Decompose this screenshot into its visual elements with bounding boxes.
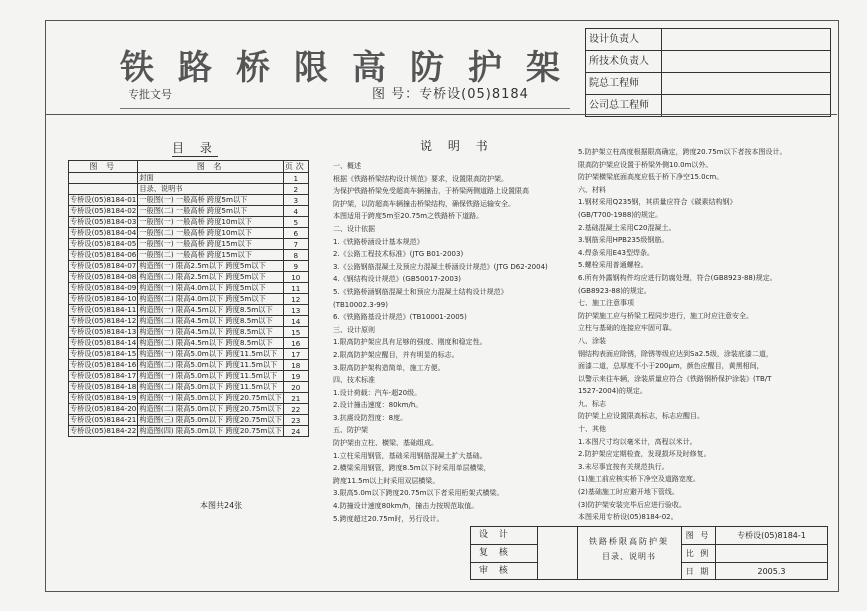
notes-line: 3.限高防护架构造简单，施工方便。 — [333, 363, 445, 372]
info-key: 图 号 — [681, 527, 716, 544]
notes-line: 九、标志 — [578, 399, 606, 408]
toc-page: 23 — [283, 415, 308, 426]
notes-line: 4.《钢结构设计规范》(GB50017-2003) — [333, 275, 461, 284]
toc-drawing-name: 构造图(二) 限高4.5m以下 跨度8.5m以下 — [138, 316, 283, 327]
notes-line: 防护架由立柱、横梁、基础组成。 — [333, 439, 438, 448]
toc-row — [69, 305, 309, 316]
signature-label: 设计负责人 — [586, 29, 662, 50]
notes-line: 七、施工注意事项 — [578, 299, 634, 308]
notes-line: 跨度11.5m以上时采用双层横梁。 — [333, 476, 440, 485]
notes-line: 四、技术标准 — [333, 376, 375, 385]
drawing-title: 铁路桥限高防护架 — [120, 48, 584, 88]
title-block-sheet: 目录、说明书 — [602, 552, 656, 561]
toc-page: 15 — [283, 327, 308, 338]
toc-drawing-name: 一般图(一) 一般高桥 跨度10m以下 — [138, 217, 283, 228]
notes-line: (TB10002.3-99) — [333, 300, 388, 309]
notes-title: 说 明 书 — [420, 139, 494, 153]
role-label: 设 计 — [471, 527, 537, 545]
toc-row — [69, 206, 309, 217]
toc-page: 11 — [283, 283, 308, 294]
toc-page: 9 — [283, 261, 308, 272]
toc-row — [69, 228, 309, 239]
toc-drawing-no: 专桥设(05)8184-01 — [70, 195, 137, 204]
toc-row — [69, 239, 309, 250]
toc-drawing-name: 构造图(一) 限高5.0m以下 跨度11.5m以下 — [138, 349, 283, 360]
toc-page: 8 — [283, 250, 308, 261]
toc-drawing-no: 专桥设(05)8184-10 — [70, 294, 137, 303]
notes-line: 防护架横梁底面高度应低于桥下净空15.0cm。 — [578, 173, 724, 182]
info-row — [681, 527, 827, 545]
toc-row — [69, 173, 309, 184]
role-label: 复 核 — [471, 545, 537, 563]
notes-line: 1.钢材采用Q235钢，其质量应符合《碳素结构钢》 — [578, 198, 737, 207]
info-value: 专桥设(05)8184-1 — [737, 531, 806, 540]
toc-page: 19 — [283, 371, 308, 382]
title-block-name — [577, 527, 682, 579]
toc-page: 4 — [283, 206, 308, 217]
info-row — [681, 545, 827, 563]
toc-drawing-no: 专桥设(05)8184-13 — [70, 327, 137, 336]
toc-drawing-no: 专桥设(05)8184-14 — [70, 338, 137, 347]
toc-drawing-name: 一般图(二) 一般高桥 跨度15m以下 — [138, 250, 283, 261]
toc-page: 2 — [283, 184, 308, 195]
toc-drawing-no: 专桥设(05)8184-19 — [70, 393, 137, 402]
toc-drawing-no: 专桥设(05)8184-03 — [70, 217, 137, 226]
notes-line: 防护架施工应与桥梁工程同步进行，施工时应注意安全。 — [578, 311, 753, 320]
signature-row — [586, 51, 830, 73]
notes-line: 5.防护架立柱高度根据限高确定，跨度20.75m以下者按本图设计。 — [578, 148, 787, 156]
notes-line: 6.所有外露钢构件均应进行防腐处理，符合(GB8923-88)规定。 — [578, 273, 777, 282]
signature-block — [585, 28, 831, 117]
info-key: 日 期 — [681, 563, 716, 580]
toc-row — [69, 283, 309, 294]
info-key: 比 例 — [681, 545, 716, 562]
notes-line: 4.防撞设计速度80km/h，撞击力按规范取值。 — [333, 502, 479, 511]
toc-header: 图 名 — [138, 161, 283, 173]
toc-page: 7 — [283, 239, 308, 250]
toc-drawing-name: 一般图(二) 一般高桥 跨度10m以下 — [138, 228, 283, 239]
notes-line: 6.《铁路路基设计规范》(TB10001-2005) — [333, 313, 467, 322]
notes-line: 3.钢筋采用HPB235级钢筋。 — [578, 236, 669, 245]
notes-line: 面漆二道，总厚度不小于200μm，颜色应醒目，黄黑相间， — [578, 362, 764, 371]
notes-line: 为保护铁路桥梁免受超高车辆撞击，于桥梁两侧道路上设置限高 — [333, 187, 529, 196]
notes-line: (1)施工前应核实桥下净空及道路宽度。 — [578, 475, 700, 484]
notes-line: 十、其他 — [578, 425, 606, 434]
notes-line: 八、涂装 — [578, 336, 606, 345]
toc-drawing-no: 专桥设(05)8184-04 — [70, 228, 137, 237]
signature-space — [537, 527, 578, 579]
title-underline — [120, 108, 570, 109]
toc-page: 20 — [283, 382, 308, 393]
toc-page: 16 — [283, 338, 308, 349]
toc-drawing-name: 构造图(一) 限高4.0m以下 跨度5m以下 — [138, 283, 283, 294]
signature-label: 所技术负责人 — [586, 51, 662, 72]
title-block-project: 铁路桥限高防护架 — [589, 537, 669, 546]
notes-line: 五、防护架 — [333, 426, 368, 435]
toc-drawing-name: 构造图(二) 限高4.0m以下 跨度5m以下 — [138, 294, 283, 305]
toc-drawing-name: 构造图(二) 限高5.0m以下 跨度11.5m以下 — [138, 360, 283, 371]
notes-line: 1.设计荷载：汽车-超20级。 — [333, 388, 422, 397]
notes-line: 本图采用专桥设(05)8184-02。 — [578, 513, 678, 522]
toc-footer: 本图共24张 — [200, 501, 243, 510]
toc-row — [69, 371, 309, 382]
toc-drawing-name: 构造图(一) 限高2.5m以下 跨度5m以下 — [138, 261, 283, 272]
notes-line: 3.未尽事宜按有关规范执行。 — [578, 462, 669, 471]
toc-row — [69, 217, 309, 228]
notes-line: (3)防护架安装完毕后应进行验收。 — [578, 500, 686, 509]
toc-page: 21 — [283, 393, 308, 404]
toc-row — [69, 316, 309, 327]
toc-drawing-name: 构造图(二) 限高5.0m以下 跨度20.75m以下 — [139, 404, 282, 413]
notes-line: 1.限高防护架应具有足够的强度、刚度和稳定性。 — [333, 338, 487, 347]
notes-line: 2.基础混凝土采用C20混凝土。 — [578, 223, 676, 232]
signature-row — [586, 73, 830, 95]
toc-drawing-no: 专桥设(05)8184-05 — [70, 239, 137, 248]
toc-row — [69, 415, 309, 426]
signature-row — [586, 95, 830, 116]
toc-page: 10 — [283, 272, 308, 283]
toc-row — [69, 272, 309, 283]
toc-row — [69, 250, 309, 261]
notes-line: 3.限高5.0m以下跨度20.75m以下者采用桁架式横梁。 — [333, 489, 504, 498]
toc-drawing-no: 专桥设(05)8184-16 — [70, 360, 137, 369]
toc-page: 14 — [283, 316, 308, 327]
toc-page: 22 — [283, 404, 308, 415]
toc-drawing-no: 专桥设(05)8184-20 — [70, 404, 137, 413]
notes-line: 3.《公路钢筋混凝土及预应力混凝土桥涵设计规范》(JTG D62-2004) — [333, 262, 548, 271]
toc-header-row — [69, 161, 309, 173]
title-block-roles — [471, 527, 538, 579]
notes-line: 3.抗震设防烈度：8度。 — [333, 413, 408, 422]
notes-line: 本图适用于跨度5m至20.75m之铁路桥下道路。 — [333, 212, 484, 221]
toc-page: 24 — [283, 426, 308, 437]
notes-line: 1527-2004)的规定。 — [578, 387, 647, 396]
toc-drawing-no: 专桥设(05)8184-11 — [70, 305, 137, 314]
toc-drawing-name: 构造图(一) 限高5.0m以下 跨度11.5m以下 — [138, 371, 283, 382]
toc-drawing-name: 构造图(一) 限高4.5m以下 跨度8.5m以下 — [138, 305, 283, 316]
toc-row — [69, 426, 309, 437]
notes-line: 5.螺栓采用普通螺栓。 — [578, 261, 648, 270]
approval-number-label: 专批文号 — [128, 88, 172, 101]
notes-line: 5.《铁路桥涵钢筋混凝土和预应力混凝土结构设计规范》 — [333, 287, 508, 296]
toc-drawing-name: 目录、说明书 — [138, 184, 283, 195]
toc-drawing-name: 构造图(二) 限高2.5m以下 跨度5m以下 — [138, 272, 283, 283]
notes-line: 三、设计原则 — [333, 325, 375, 334]
notes-line: 1.本图尺寸均以毫米计，高程以米计。 — [578, 437, 697, 446]
notes-column-left — [333, 160, 573, 525]
toc-drawing-name: 构造图(一) 限高4.5m以下 跨度8.5m以下 — [138, 327, 283, 338]
toc-drawing-name: 构造图(二) 限高5.0m以下 跨度11.5m以下 — [138, 382, 283, 393]
toc-page: 3 — [283, 195, 308, 206]
toc-row — [69, 195, 309, 206]
toc-drawing-name: 构造图(一) 限高5.0m以下 跨度20.75m以下 — [139, 393, 282, 402]
toc-drawing-no — [69, 184, 138, 195]
toc-page: 12 — [283, 294, 308, 305]
drawing-number: 图 号：专桥设(05)8184 — [372, 87, 529, 102]
notes-line: 六、材料 — [578, 185, 606, 194]
toc-row — [69, 294, 309, 305]
toc-row — [69, 393, 309, 404]
notes-line: 5.跨度超过20.75m时，另行设计。 — [333, 514, 444, 523]
notes-line: 2.《公路工程技术标准》(JTG B01-2003) — [333, 250, 464, 259]
notes-line: 限高防护架应设置于桥梁外侧10.0m以外。 — [578, 160, 713, 169]
notes-line: 2.防护架应定期检查，发现损坏及时修复。 — [578, 450, 711, 459]
toc-drawing-name: 构造图(四) 限高5.0m以下 跨度20.75m以下 — [139, 426, 282, 435]
title-block — [470, 526, 828, 580]
toc-page: 18 — [283, 360, 308, 371]
toc-drawing-no: 专桥设(05)8184-17 — [70, 371, 137, 380]
notes-line: 防护架上应设置限高标志，标志应醒目。 — [578, 412, 704, 421]
toc-drawing-no: 专桥设(05)8184-15 — [70, 349, 137, 358]
toc-page: 5 — [283, 217, 308, 228]
toc-drawing-no: 专桥设(05)8184-22 — [70, 426, 137, 435]
notes-line: 2.设计撞击速度：80km/h。 — [333, 401, 423, 410]
toc-drawing-name: 封面 — [138, 173, 283, 184]
role-label: 审 核 — [479, 566, 512, 576]
notes-line: 二、设计依据 — [333, 224, 375, 233]
toc-drawing-no: 专桥设(05)8184-06 — [70, 250, 137, 259]
toc-drawing-no: 专桥设(05)8184-21 — [70, 415, 137, 424]
toc-drawing-name: 构造图(二) 限高4.5m以下 跨度8.5m以下 — [138, 338, 283, 349]
toc-page: 17 — [283, 349, 308, 360]
toc-drawing-no: 专桥设(05)8184-18 — [70, 382, 137, 391]
header-divider — [45, 114, 837, 115]
notes-line: 根据《铁路桥梁结构设计规范》要求，设置限高防护架。 — [333, 174, 508, 183]
signature-row — [586, 29, 830, 51]
notes-line: 4.焊条采用E43型焊条。 — [578, 248, 655, 257]
notes-line: 2.横梁采用钢管，跨度8.5m以下时采用单层横梁， — [333, 464, 491, 473]
toc-row — [69, 338, 309, 349]
notes-line: 钢结构表面应除锈，除锈等级应达到Sa2.5级，涂装底漆二道， — [578, 349, 773, 358]
signature-label: 院总工程师 — [586, 73, 662, 94]
toc-row — [69, 184, 309, 195]
toc-title: 目 录 — [172, 141, 218, 155]
toc-row — [69, 382, 309, 393]
notes-line: 1.立柱采用钢管，基础采用钢筋混凝土扩大基础。 — [333, 451, 487, 460]
notes-line: 防护架，以防超高车辆撞击桥梁结构，确保铁路运输安全。 — [333, 199, 515, 208]
notes-line: 以警示来往车辆，涂装质量应符合《铁路钢桥保护涂装》(TB/T — [578, 374, 772, 383]
info-row — [681, 563, 827, 580]
toc-header: 页次 — [284, 162, 307, 171]
toc-drawing-no: 专桥设(05)8184-12 — [70, 316, 137, 325]
notes-line: 一、概述 — [333, 162, 361, 170]
signature-label: 公司总工程师 — [586, 95, 662, 116]
toc-drawing-name: 一般图(一) 一般高桥 跨度15m以下 — [138, 239, 283, 250]
toc-row — [69, 404, 309, 415]
notes-line: 2.限高防护架应醒目，并有明显的标志。 — [333, 350, 459, 359]
toc-page: 13 — [283, 305, 308, 316]
notes-line: 立柱与基础的连接应牢固可靠。 — [578, 324, 676, 333]
info-value — [716, 545, 827, 562]
toc-page: 1 — [283, 173, 308, 184]
toc-table — [68, 160, 309, 437]
toc-row — [69, 360, 309, 371]
toc-drawing-name: 一般图(二) 一般高桥 跨度5m以下 — [138, 206, 283, 217]
toc-drawing-no: 专桥设(05)8184-02 — [70, 206, 137, 215]
toc-drawing-no: 专桥设(05)8184-07 — [70, 261, 137, 270]
toc-row — [69, 261, 309, 272]
notes-line: (GB8923-88)的规定。 — [578, 286, 651, 295]
toc-drawing-name: 一般图(一) 一般高桥 跨度5m以下 — [138, 195, 283, 206]
toc-drawing-no — [69, 173, 138, 184]
toc-drawing-no: 专桥设(05)8184-09 — [70, 283, 137, 292]
notes-line: (2)基础施工时应避开地下管线。 — [578, 488, 679, 497]
toc-drawing-name: 构造图(三) 限高5.0m以下 跨度20.75m以下 — [139, 415, 282, 424]
toc-drawing-no: 专桥设(05)8184-08 — [70, 272, 137, 281]
info-value: 2005.3 — [757, 567, 786, 576]
toc-row — [69, 349, 309, 360]
notes-line: 1.《铁路桥涵设计基本规范》 — [333, 237, 424, 246]
toc-row — [69, 327, 309, 338]
title-block-info — [681, 527, 827, 579]
notes-column-right — [578, 146, 823, 524]
toc-page: 6 — [283, 228, 308, 239]
toc-header: 图 号 — [69, 161, 138, 173]
notes-line: (GB/T700-1988)的规定。 — [578, 210, 663, 219]
